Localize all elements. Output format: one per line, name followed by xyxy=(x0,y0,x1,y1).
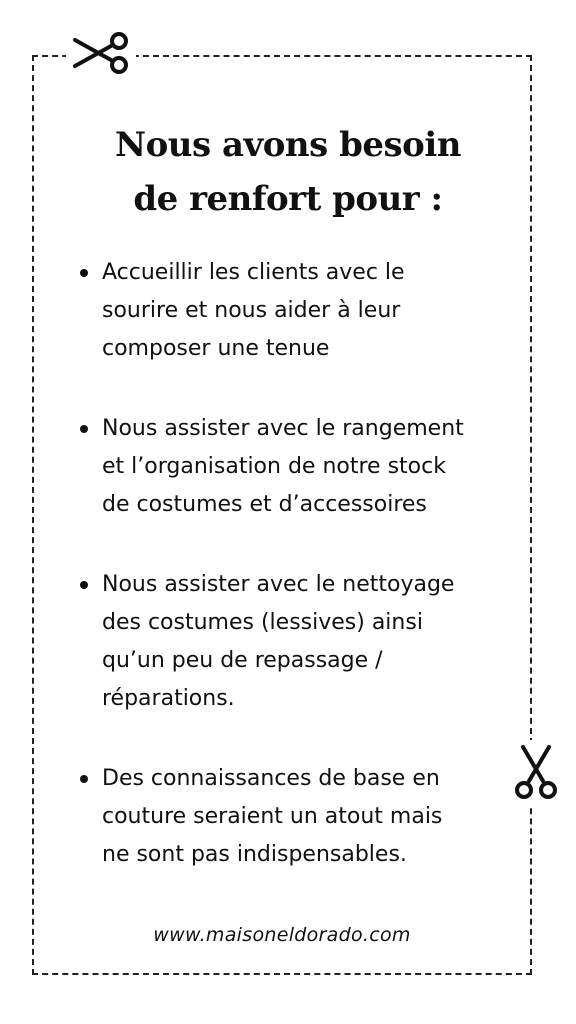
list-item-text xyxy=(102,254,518,368)
text-line: Nous assister avec le nettoyage xyxy=(102,572,455,597)
bullet-icon xyxy=(80,581,88,589)
text-line: couture seraient un atout mais xyxy=(102,804,443,829)
scissors-icon xyxy=(66,28,136,78)
list-item-text xyxy=(102,566,518,718)
text-line: sourire et nous aider à leur xyxy=(102,298,401,323)
needs-list xyxy=(78,254,518,874)
title-line: Nous avons besoin xyxy=(115,125,461,165)
title-line: de renfort pour : xyxy=(133,179,443,219)
text-line: et l’organisation de notre stock xyxy=(102,454,446,479)
text-line: de costumes et d’accessoires xyxy=(102,492,427,517)
list-item-text xyxy=(102,760,518,874)
list-item xyxy=(78,254,518,368)
page-title xyxy=(40,118,536,226)
website-link[interactable]: www.maisoneldorado.com xyxy=(153,924,411,946)
text-line: Accueillir les clients avec le xyxy=(102,260,405,285)
bullet-icon xyxy=(80,775,88,783)
bullet-icon xyxy=(80,425,88,433)
bullet-icon xyxy=(80,269,88,277)
text-line: des costumes (lessives) ainsi xyxy=(102,610,423,635)
text-line: qu’un peu de repassage / xyxy=(102,648,383,673)
list-item xyxy=(78,760,518,874)
list-item xyxy=(78,566,518,718)
list-item xyxy=(78,410,518,524)
text-line: ne sont pas indispensables. xyxy=(102,842,407,867)
text-line: Des connaissances de base en xyxy=(102,766,440,791)
text-line: Nous assister avec le rangement xyxy=(102,416,464,441)
list-item-text xyxy=(102,410,518,524)
text-line: réparations. xyxy=(102,686,235,711)
text-line: composer une tenue xyxy=(102,336,330,361)
